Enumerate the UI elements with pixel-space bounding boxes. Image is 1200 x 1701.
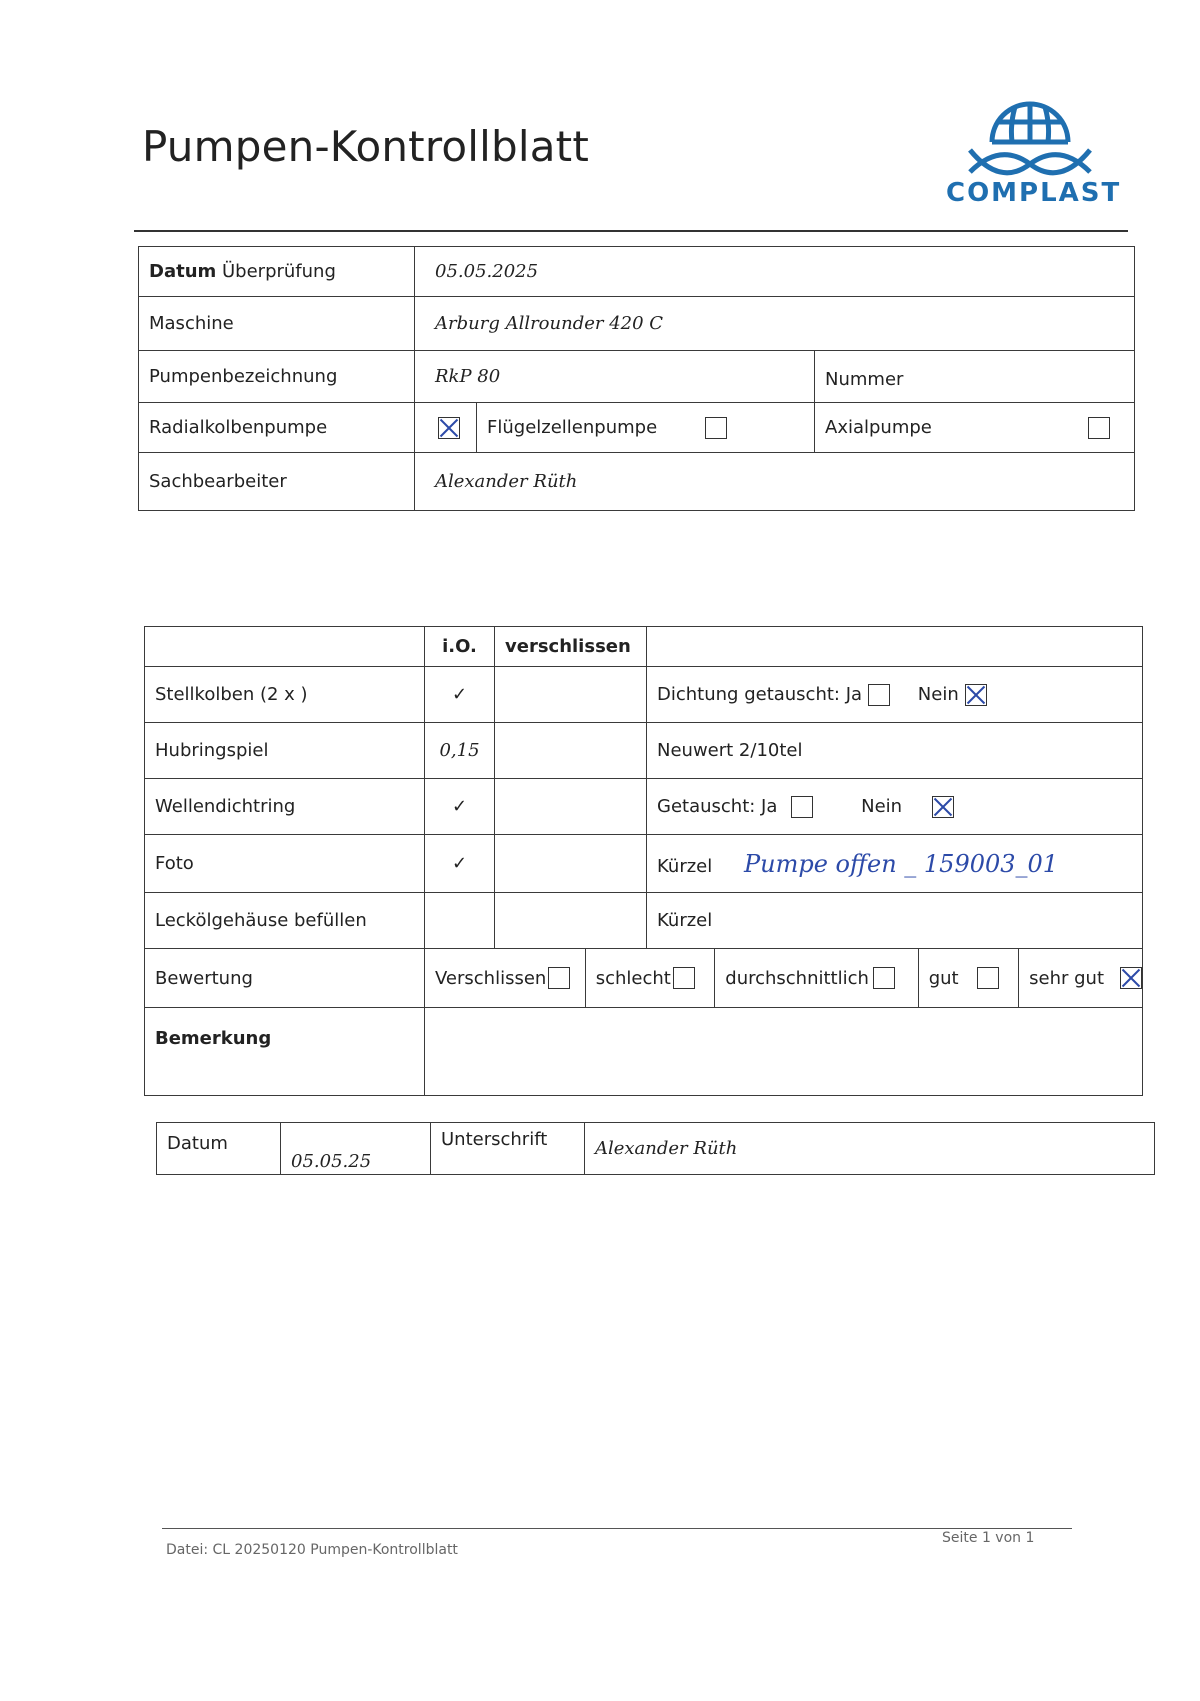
bewertung-option[interactable] [919,949,1019,1007]
pumpenbezeichnung-label: Pumpenbezeichnung [139,351,415,403]
nummer-label: Nummer [825,368,904,390]
stellkolben-label: Stellkolben (2 x ) [145,667,425,723]
dichtung-ja-checkbox[interactable] [868,684,890,706]
bewertung-option-label: gut [928,967,959,989]
axial-cell[interactable] [815,403,1135,453]
pumpenbezeichnung-value[interactable]: RkP 80 [415,351,815,403]
fluegel-cell[interactable] [477,403,815,453]
company-logo-text: COMPLAST [946,178,1122,208]
signature-datum-value[interactable]: 05.05.25 [281,1123,431,1175]
bewertung-options [425,949,1143,1008]
fluegel-label: Flügelzellenpumpe [487,416,658,438]
nummer-cell[interactable] [815,351,1135,403]
sachbearbeiter-label: Sachbearbeiter [139,453,415,511]
hubringspiel-io[interactable]: 0,15 [425,723,495,779]
bewertung-option[interactable] [425,949,586,1007]
leckoel-kuerzel-label: Kürzel [657,910,713,931]
check-table [144,626,1143,1096]
bewertung-option-label: durchschnittlich [725,967,869,989]
foto-kuerzel-label: Kürzel [657,855,713,877]
wellendichtring-notes[interactable] [647,779,1143,835]
stellkolben-verschlissen[interactable] [495,667,647,723]
dichtung-nein-label: Nein [917,683,959,705]
wellendichtring-io[interactable]: ✓ [425,779,495,835]
signature-table [156,1122,1155,1175]
bewertung-option[interactable] [1019,949,1142,1007]
foto-notes[interactable] [647,835,1143,893]
stellkolben-io[interactable]: ✓ [425,667,495,723]
leckoel-io[interactable] [425,893,495,949]
foto-verschlissen[interactable] [495,835,647,893]
info-table [138,246,1135,511]
radial-cell[interactable] [415,403,477,453]
bewertung-option-label: schlecht [595,967,671,989]
hubringspiel-note: Neuwert 2/10tel [647,723,1143,779]
bemerkung-value[interactable] [425,1008,1143,1096]
leckoel-verschlissen[interactable] [495,893,647,949]
getauscht-nein-label: Nein [861,795,903,817]
verschlissen-checkbox[interactable] [548,967,570,989]
foto-kuerzel-value[interactable]: Pumpe offen _ 159003_01 [743,849,1059,878]
maschine-value[interactable]: Arburg Allrounder 420 C [415,297,1135,351]
durchschnittlich-checkbox[interactable] [873,967,895,989]
axial-checkbox[interactable] [1088,417,1110,439]
footer-file: Datei: CL 20250120 Pumpen-Kontrollblatt [166,1542,458,1558]
hubringspiel-verschlissen[interactable] [495,723,647,779]
gut-checkbox[interactable] [977,967,999,989]
page-title: Pumpen-Kontrollblatt [142,122,590,171]
bewertung-option[interactable] [715,949,918,1007]
bewertung-label: Bewertung [145,949,425,1008]
header-io: i.O. [425,627,495,667]
header-empty [145,627,425,667]
unterschrift-label: Unterschrift [431,1123,585,1175]
hubringspiel-label: Hubringspiel [145,723,425,779]
getauscht-ja-checkbox[interactable] [791,796,813,818]
radial-checkbox[interactable] [438,417,460,439]
datum-label: Datum Überprüfung [139,247,415,297]
bemerkung-label: Bemerkung [145,1008,425,1096]
bewertung-option[interactable] [586,949,716,1007]
fluegel-checkbox[interactable] [705,417,727,439]
header-divider [134,230,1128,232]
unterschrift-value[interactable]: Alexander Rüth [585,1123,1155,1175]
dichtung-nein-checkbox[interactable] [965,684,987,706]
sehr-gut-checkbox[interactable] [1120,967,1142,989]
foto-label: Foto [145,835,425,893]
wellendichtring-verschlissen[interactable] [495,779,647,835]
schlecht-checkbox[interactable] [673,967,695,989]
maschine-label: Maschine [139,297,415,351]
wellendichtring-label: Wellendichtring [145,779,425,835]
header-verschlissen: verschlissen [495,627,647,667]
stellkolben-notes[interactable] [647,667,1143,723]
signature-datum-label: Datum [157,1123,281,1175]
bewertung-option-label: Verschlissen [435,967,547,989]
footer-divider [162,1528,1072,1529]
datum-value[interactable]: 05.05.2025 [415,247,1135,297]
radial-label: Radialkolbenpumpe [139,403,415,453]
leckoel-notes[interactable] [647,893,1143,949]
footer-page: Seite 1 von 1 [942,1530,1035,1546]
bewertung-option-label: sehr gut [1029,967,1105,989]
axial-label: Axialpumpe [825,416,932,438]
sachbearbeiter-value[interactable]: Alexander Rüth [415,453,1135,511]
foto-io[interactable]: ✓ [425,835,495,893]
dichtung-ja-label: Dichtung getauscht: Ja [657,683,863,705]
header-notes [647,627,1143,667]
leckoel-label: Leckölgehäuse befüllen [145,893,425,949]
getauscht-ja-label: Getauscht: Ja [657,795,778,817]
getauscht-nein-checkbox[interactable] [932,796,954,818]
